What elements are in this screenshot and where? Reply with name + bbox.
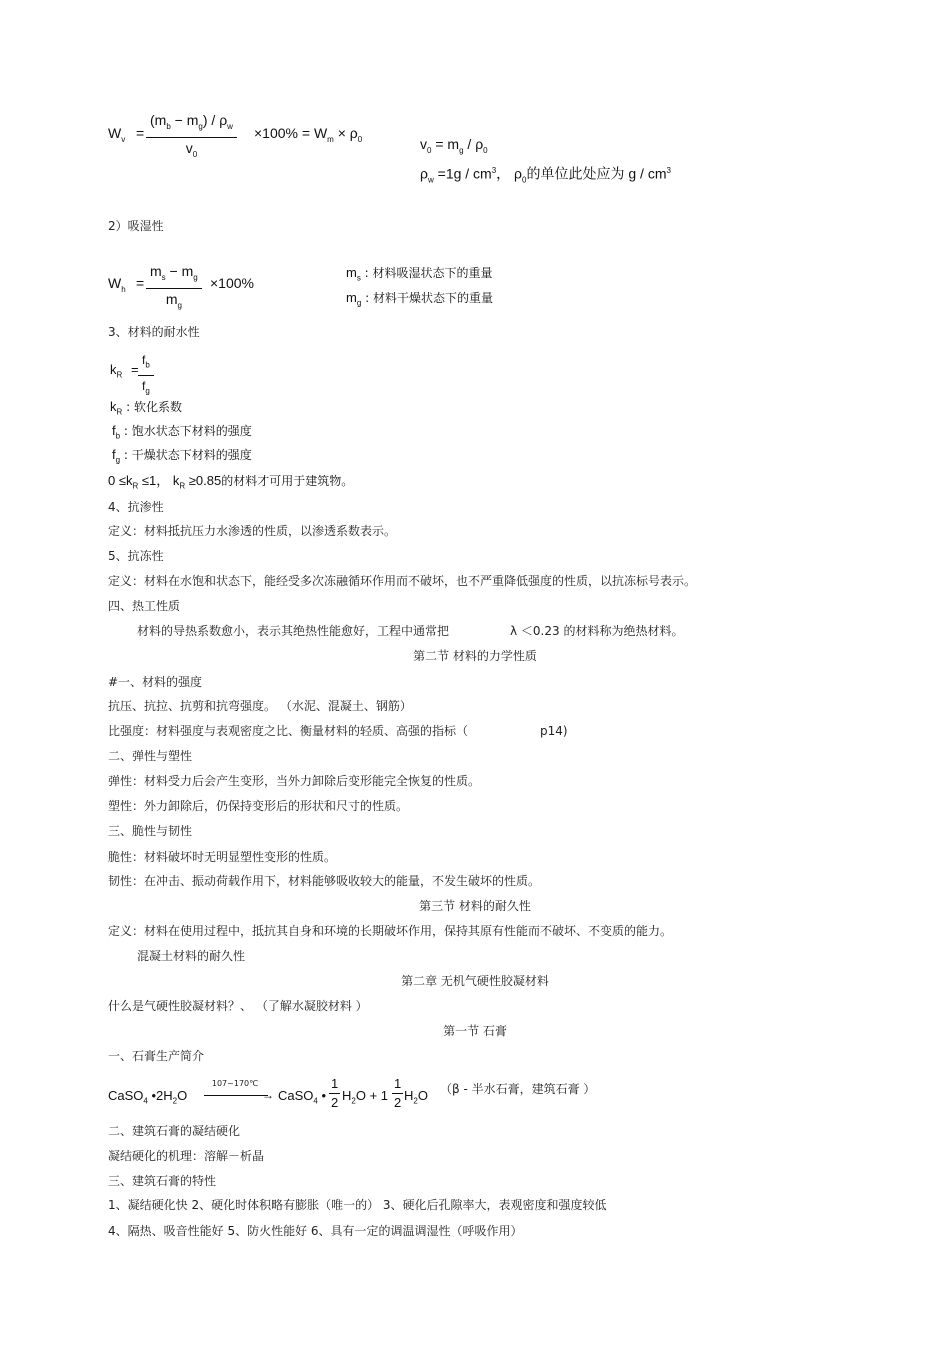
strength-types: 抗压、抗拉、抗剪和抗弯强度。 （水泥、混凝土、钢筋） — [108, 699, 412, 713]
reaction-half-2: $\frac{1}{2}$ — [394, 1076, 402, 1110]
kr-denominator: $f_g$ — [142, 379, 150, 396]
reaction-arrow-head: → — [262, 1088, 274, 1102]
section-water-resistance: 3、材料的耐水性 — [108, 325, 200, 339]
brittleness-definition: 脆性：材料破坏时无明显塑性变形的性质。 — [108, 850, 337, 864]
concrete-durability: 混凝土材料的耐久性 — [137, 949, 246, 963]
strength-heading: #一、材料的强度 — [108, 675, 203, 689]
formula-wv — [108, 125, 125, 148]
section-hygroscopicity: 2）吸湿性 — [108, 219, 164, 233]
kr-eq: = — [131, 362, 139, 377]
wv-lhs: $W_v$ — [108, 125, 126, 144]
reaction-arrow-shaft — [204, 1095, 268, 1096]
wh-tail: ×100% — [210, 275, 254, 291]
gypsum-properties-1: 1、凝结硬化快 2、硬化时体积略有膨胀（唯一的） 3、硬化后孔隙率大，表观密度和强度较低 — [108, 1198, 607, 1212]
brittleness-heading: 三、脆性与韧性 — [108, 824, 193, 838]
wv-fraction — [146, 112, 237, 163]
v0-definition: $v_0 = m_g / \rho_0$ — [420, 136, 488, 155]
air-hardening-question: 什么是气硬性胶凝材料？、 （了解水凝胶材料 ） — [108, 999, 368, 1013]
reaction-product: CaSO$_4$ • — [278, 1088, 327, 1106]
elasticity-definition: 弹性：材料受力后会产生变形，当外力卸除后变形能完全恢复的性质。 — [108, 774, 481, 788]
reaction-reactant: CaSO$_4$ $•2H_2O$ — [108, 1088, 188, 1106]
kr-fraction — [138, 352, 154, 400]
section-thermal: 四、热工性质 — [108, 599, 181, 613]
plasticity-definition: 塑性：外力卸除后，仍保持变形后的形状和尺寸的性质。 — [108, 799, 409, 813]
wh-numerator: $m_s - m_g$ — [146, 263, 202, 289]
wh-fraction — [146, 263, 202, 314]
wv-eq: = — [136, 125, 145, 141]
setting-mechanism: 凝结硬化的机理：溶解－析晶 — [108, 1149, 265, 1163]
wv-denominator: $v_0$ — [185, 139, 198, 159]
reaction-water-2: $H_2O$ — [404, 1088, 428, 1106]
reaction-half-1: $\frac{1}{2}$ — [331, 1076, 339, 1110]
wh-denominator: $m_g$ — [165, 290, 182, 310]
section-impermeability: 4、抗渗性 — [108, 500, 164, 514]
wv-tail: $\times 100\% = W_m \times \rho_0$ — [254, 125, 363, 144]
impermeability-definition: 定义：材料抵抗压力水渗透的性质，以渗透系数表示。 — [108, 524, 397, 538]
specific-strength-a: 比强度：材料强度与表观密度之比、衡量材料的轻质、高强的指标（ — [108, 724, 469, 738]
section-frost-resistance: 5、抗冻性 — [108, 549, 164, 563]
section2-heading: 第二节 材料的力学性质 — [413, 649, 537, 663]
setting-hardening-heading: 二、建筑石膏的凝结硬化 — [108, 1124, 241, 1138]
wh-lhs: $W_h$ — [108, 275, 126, 294]
reaction-note: （β - 半水石膏，建筑石膏 ） — [440, 1082, 596, 1096]
reaction-water-1: $H_2O + 1$ — [342, 1088, 389, 1106]
chapter2-heading: 第二章 无机气硬性胶凝材料 — [401, 974, 549, 988]
section3-heading: 第三节 材料的耐久性 — [419, 899, 531, 913]
kr-numerator: $f_b$ — [138, 352, 154, 376]
kr-range: $0 \le k_R \le 1$， $k_R \ge 0.85$的材料才可用于建筑物。 — [108, 473, 354, 491]
toughness-definition: 韧性：在冲击、振动荷载作用下，材料能够吸收较大的能量，不发生破坏的性质。 — [108, 874, 541, 888]
rho-w-definition: $\rho_w =1g / cm^3$， $\rho_0$的单位此处应为 g / $cm^3$ — [420, 165, 671, 185]
reaction-condition: 107~170℃ — [211, 1079, 259, 1088]
fg-definition: $f_g$ : 干燥状态下材料的强度 — [112, 447, 252, 465]
wh-eq: = — [136, 275, 145, 291]
elasticity-heading: 二、弹性与塑性 — [108, 749, 193, 763]
kr-lhs: $k_R$ — [110, 362, 123, 380]
wv-numerator: $(m_b - m_g) / \rho_w$ — [146, 112, 237, 138]
kr-definition: $k_R$ : 软化系数 — [110, 399, 182, 417]
section1-heading: 第一节 石膏 — [443, 1024, 507, 1038]
gypsum-properties-2: 4、隔热、吸音性能好 5、防火性能好 6、具有一定的调温调湿性（呼吸作用） — [108, 1224, 523, 1238]
specific-strength-b: p14) — [540, 724, 568, 738]
durability-definition: 定义：材料在使用过程中，抵抗其自身和环境的长期破坏作用，保持其原有性能而不破坏、不变质的能力。 — [108, 924, 673, 938]
thermal-desc-a: 材料的导热系数愈小，表示其绝热性能愈好，工程中通常把 — [137, 624, 450, 638]
thermal-desc-b: λ ＜0.23 的材料称为绝热材料。 — [510, 624, 684, 638]
gypsum-production-heading: 一、石膏生产简介 — [108, 1049, 205, 1063]
gypsum-properties-heading: 三、建筑石膏的特性 — [108, 1174, 217, 1188]
fb-definition: $f_b$ : 饱水状态下材料的强度 — [112, 423, 252, 441]
frost-resistance-definition: 定义：材料在水饱和状态下，能经受多次冻融循环作用而不破坏，也不严重降低强度的性质，以抗冻标号表示。 — [108, 574, 697, 588]
mg-definition: $m_g$ : 材料干燥状态下的重量 — [346, 290, 493, 308]
ms-definition: $m_s$ : 材料吸湿状态下的重量 — [346, 265, 493, 283]
